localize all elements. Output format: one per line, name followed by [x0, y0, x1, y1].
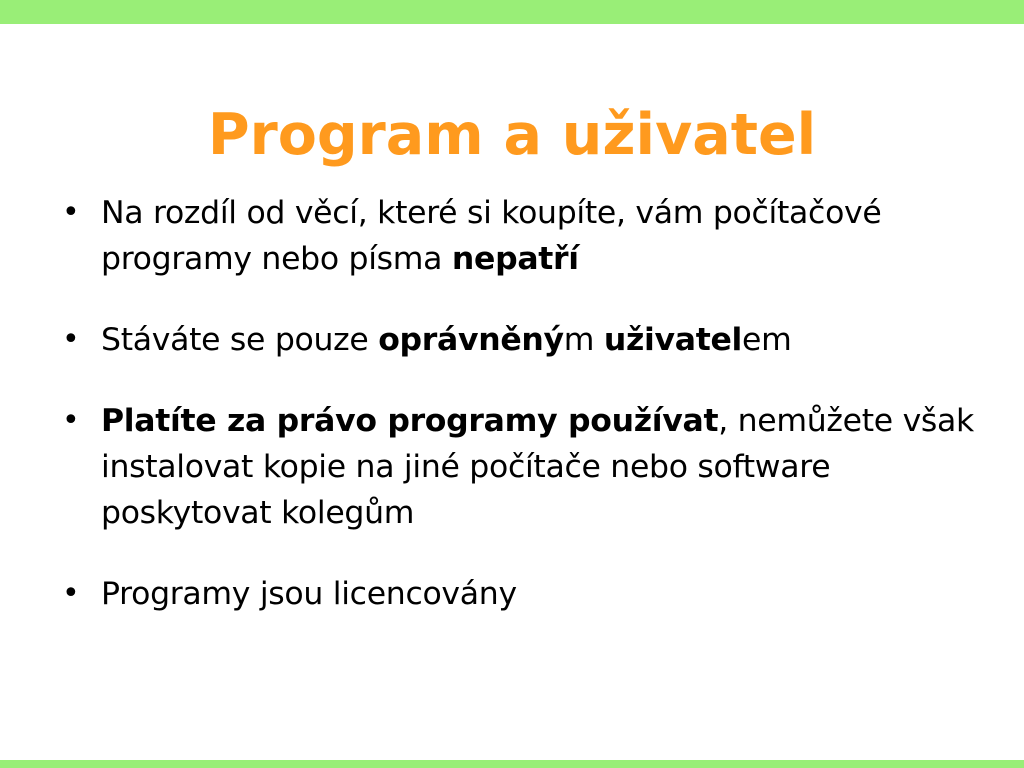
bullet-2-bold-a: oprávněný: [378, 322, 564, 358]
bullet-3-text: , nemůžete však instalovat kopie na jiné počítače nebo software poskytovat kolegům: [101, 403, 974, 531]
slide-title: Program a uživatel: [207, 102, 817, 169]
bullet-list: [60, 190, 980, 652]
bullet-2-text-c: em: [742, 322, 792, 358]
bullet-1-text: Na rozdíl od věcí, které si koupíte, vám počítačové programy nebo písma: [101, 195, 882, 277]
bullet-dot-icon: •: [62, 576, 80, 611]
bullet-dot-icon: •: [62, 195, 80, 230]
bullet-item-4: [60, 571, 980, 617]
bullet-1-bold: nepatří: [451, 241, 579, 277]
bullet-dot-icon: •: [62, 322, 80, 357]
bullet-4-text: Programy jsou licencovány: [101, 576, 517, 612]
bullet-2-bold-b: uživatel: [603, 322, 743, 358]
bullet-2-text-a: Stáváte se pouze: [101, 322, 379, 358]
bottom-accent-bar: [0, 760, 1024, 768]
top-accent-bar: [0, 0, 1024, 24]
bullet-dot-icon: •: [62, 403, 80, 438]
bullet-2-text-b: m: [563, 322, 604, 358]
bullet-item-3: [60, 398, 980, 536]
bullet-item-2: [60, 317, 980, 363]
bullet-3-bold: Platíte za právo programy používat: [101, 403, 719, 439]
bullet-item-1: [60, 190, 980, 282]
